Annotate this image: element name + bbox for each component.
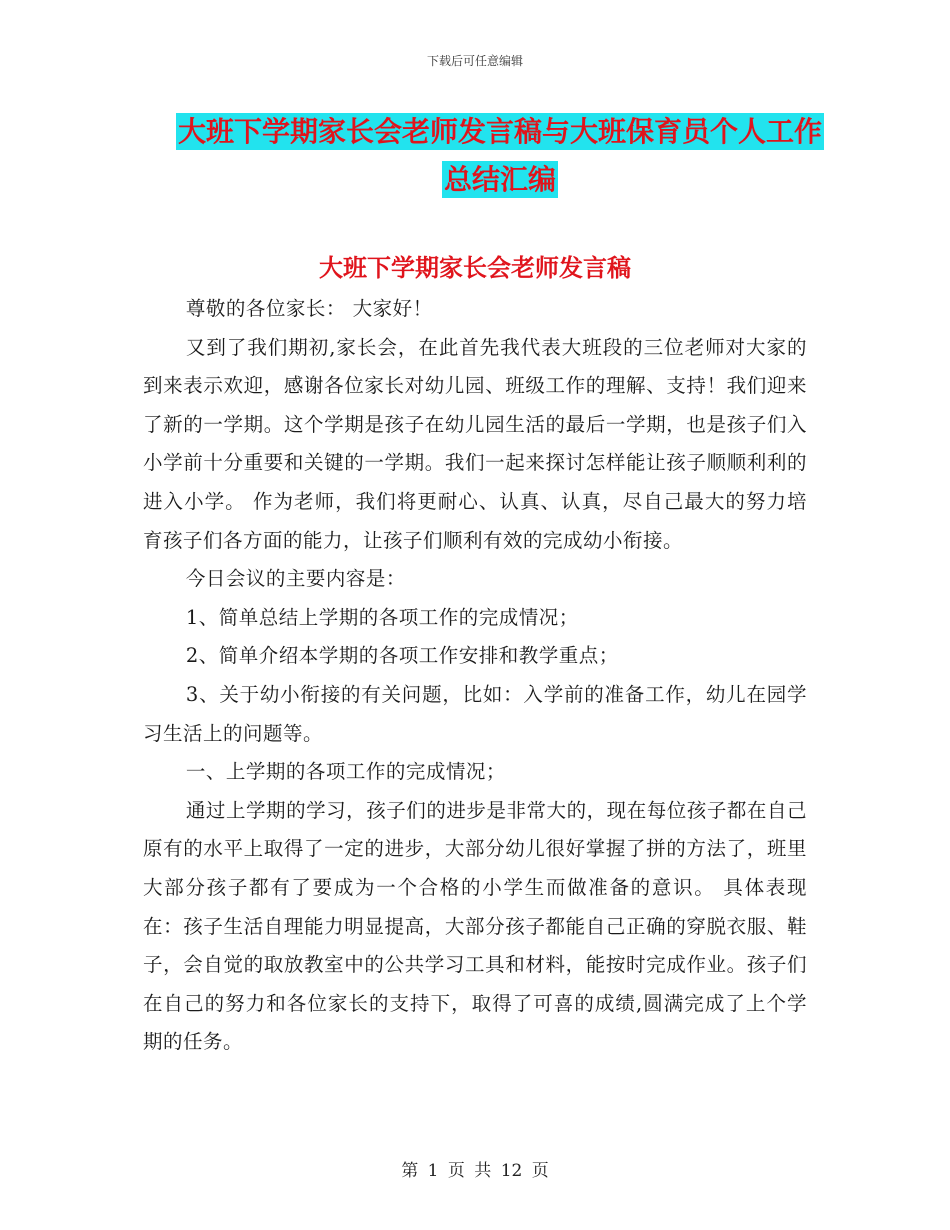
paragraph-section-one-body: 通过上学期的学习，孩子们的进步是非常大的，现在每位孩子都在自己原有的水平上取得了一定的进步，大部分幼儿很好掌握了拼的方法了，班里大部分孩子都有了要成为一个合格的小学生而做准备的意识。 具体表现在：孩子生活自理能力明显提高，大部分孩子都能自己正确的穿脱衣服、鞋子，会自觉的取放教室中的公共学习工具和材料，能按时完成作业。孩子们在自己的努力和各位家长的支持下，取得了可喜的成绩,圆满完成了上个学期的任务。 [143,798,807,1054]
header-note: 下载后可任意编辑 [426,54,523,68]
paragraph-intro: 又到了我们期初,家长会，在此首先我代表大班段的三位老师对大家的到来表示欢迎，感谢各位家长对幼儿园、班级工作的理解、支持！我们迎来了新的一学期。这个学期是孩子在幼儿园生活的最后一学期，也是孩子们入小学前十分重要和关键的一学期。我们一起来探讨怎样能让孩子顺顺利利的进入小学。 作为老师，我们将更耐心、认真、认真，尽自己最大的努力培育孩子们各方面的能力，让孩子们顺利有效的完成幼小衔接。 [143,335,807,552]
page-footer: 第 1 页 共 12 页 [401,1161,549,1181]
paragraph-agenda-item-1: 1、简单总结上学期的各项工作的完成情况； [185,605,579,629]
paragraph-agenda-heading: 今日会议的主要内容是： [185,567,406,591]
section-title: 大班下学期家长会老师发言稿 [319,254,631,282]
main-title-line1: 大班下学期家长会老师发言稿与大班保育员个人工作 [177,115,822,148]
paragraph-greeting: 尊敬的各位家长： 大家好！ [185,297,433,320]
paragraph-agenda-item-3: 3、关于幼小衔接的有关问题，比如：入学前的准备工作，幼儿在园学习生活上的问题等。 [143,682,807,745]
main-title-line2: 总结汇编 [443,163,556,196]
paragraph-agenda-item-2: 2、简单介绍本学期的各项工作安排和教学重点； [185,644,619,668]
main-title [140,108,860,204]
paragraph-section-one-heading: 一、上学期的各项工作的完成情况； [185,760,506,784]
body-text [143,290,807,1062]
